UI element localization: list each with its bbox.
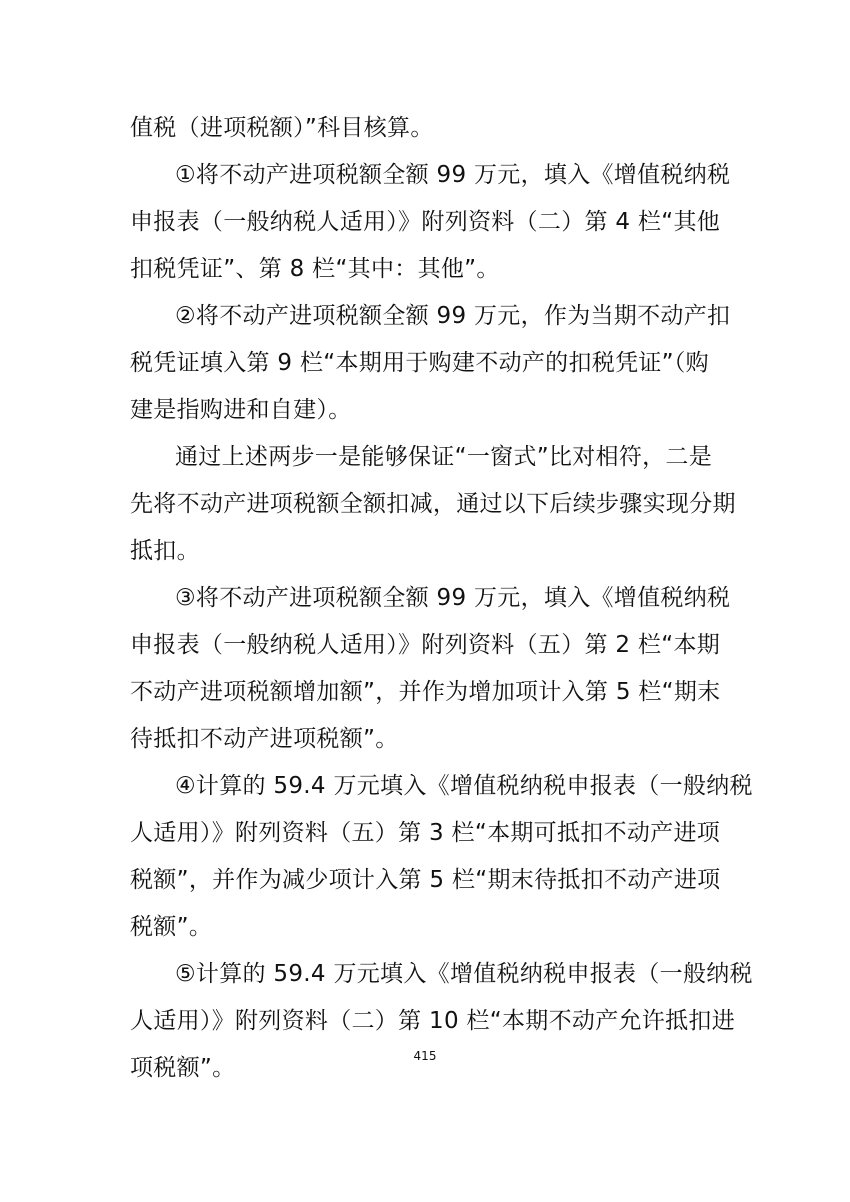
text-line: 项税额”。 <box>130 1055 236 1081</box>
text-line: 先将不动产进项税额全额扣减，通过以下后续步骤实现分期 <box>130 491 736 517</box>
text-line: 人适用）》附列资料（二）第 10 栏“本期不动产允许抵扣进 <box>130 1008 736 1034</box>
text-line: ③将不动产进项税额全额 99 万元，填入《增值税纳税 <box>175 585 731 611</box>
text-line: 不动产进项税额增加额”，并作为增加项计入第 5 栏“期末 <box>130 679 721 705</box>
page-number: 415 <box>413 1049 437 1063</box>
text-line: 税凭证填入第 9 栏“本期用于购建不动产的扣税凭证”（购 <box>130 350 709 376</box>
text-line: ①将不动产进项税额全额 99 万元，填入《增值税纳税 <box>175 162 731 188</box>
text-line: 税额”。 <box>130 914 213 940</box>
text-line: 抵扣。 <box>130 538 200 564</box>
text-line: 值税（进项税额）”科目核算。 <box>130 115 434 141</box>
text-line: 通过上述两步一是能够保证“一窗式”比对相符，二是 <box>175 444 713 470</box>
text-line: 建是指购进和自建）。 <box>130 397 352 423</box>
text-line: ④计算的 59.4 万元填入《增值税纳税申报表（一般纳税 <box>175 773 753 799</box>
text-line: 申报表（一般纳税人适用）》附列资料（五）第 2 栏“本期 <box>130 632 721 658</box>
text-line: 人适用）》附列资料（五）第 3 栏“本期可抵扣不动产进项 <box>130 820 721 846</box>
text-line: 申报表（一般纳税人适用）》附列资料（二）第 4 栏“其他 <box>130 209 721 235</box>
text-line: ⑤计算的 59.4 万元填入《增值税纳税申报表（一般纳税 <box>175 961 753 987</box>
text-line: ②将不动产进项税额全额 99 万元，作为当期不动产扣 <box>175 303 731 329</box>
text-line: 税额”，并作为减少项计入第 5 栏“期末待抵扣不动产进项 <box>130 867 721 893</box>
text-line: 扣税凭证”、第 8 栏“其中：其他”。 <box>130 256 500 282</box>
text-line: 待抵扣不动产进项税额”。 <box>130 726 399 752</box>
